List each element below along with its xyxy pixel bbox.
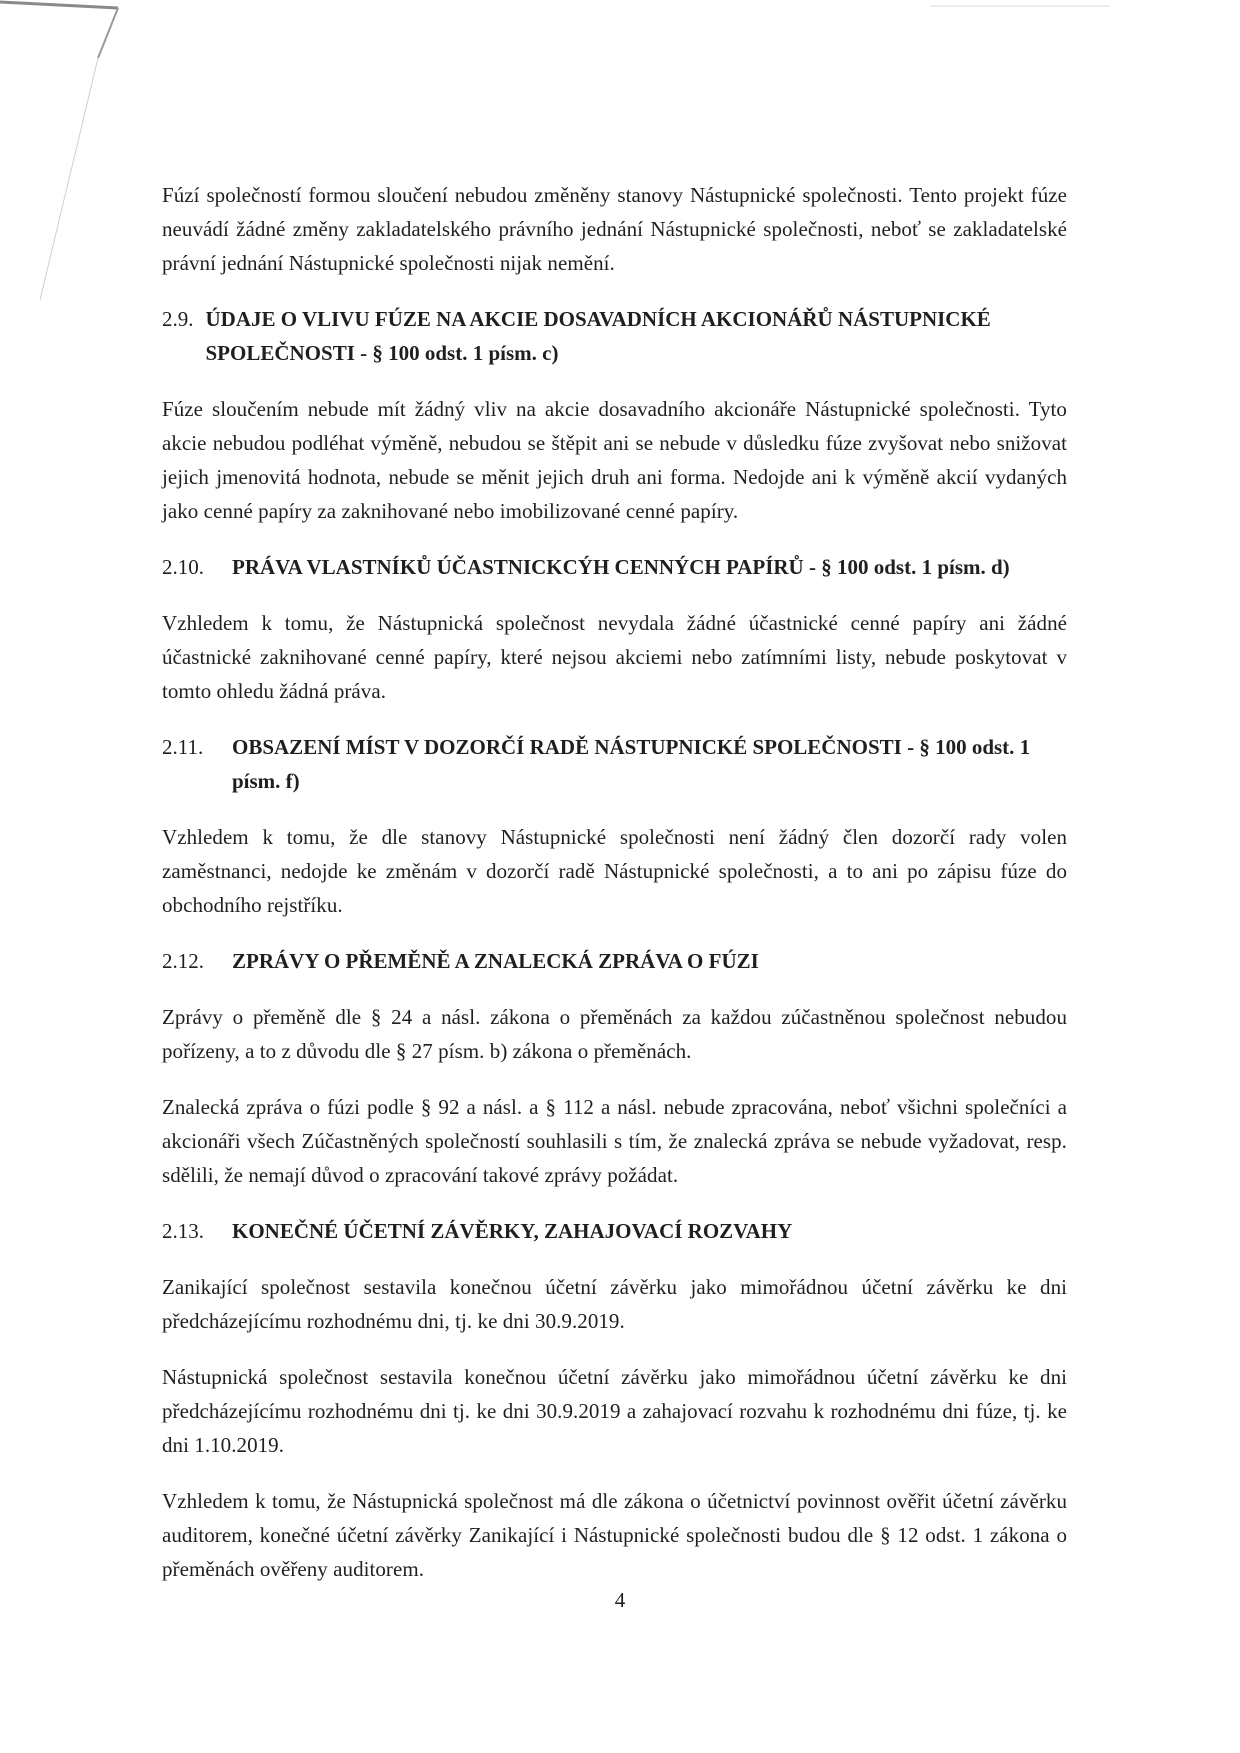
section-heading-2-11 (162, 730, 1067, 798)
paragraph-successor-company-statements: Nástupnická společnost sestavila konečnou účetní závěrku jako mimořádnou účetní závěrku ke dni předcházejícímu rozhodnému dni tj. ke dni 30.9.2019 a zahajovací rozvahu k rozhodnému dni fúze, tj. ke dni 1.10.2019. (162, 1365, 1067, 1457)
section-number: 2.9. (162, 307, 194, 331)
paragraph-supervisory-board: Vzhledem k tomu, že dle stanovy Nástupnické společnosti není žádný člen dozorčí rady volen zaměstnanci, nedojde ke změnám v dozorčí radě Nástupnické společnosti, a to ani po zápisu fúze do obchodního rejstříku. (162, 825, 1067, 917)
section-title: ÚDAJE O VLIVU FÚZE NA AKCIE DOSAVADNÍCH AKCIONÁŘŮ NÁSTUPNICKÉ SPOLEČNOSTI - § 100 odst. 1 písm. c) (205, 307, 991, 365)
section-title: PRÁVA VLASTNÍKŮ ÚČASTNICKCÝH CENNÝCH PAPÍRŮ - § 100 odst. 1 písm. d) (232, 555, 1010, 579)
paragraph-audit: Vzhledem k tomu, že Nástupnická společnost má dle zákona o účetnictví povinnost ověřit účetní závěrku auditorem, konečné účetní závěrky Zanikající i Nástupnické společnosti budou dle § 12 odst. 1 zákona o přeměnách ověřeny auditorem. (162, 1489, 1067, 1581)
paragraph-transformation-reports: Zprávy o přeměně dle § 24 a násl. zákona o přeměnách za každou zúčastněnou společnost nebudou pořízeny, a to z důvodu dle § 27 písm. b) zákona o přeměnách. (162, 1005, 1067, 1063)
paragraph-expert-report: Znalecká zpráva o fúzi podle § 92 a násl. a § 112 a násl. nebude zpracována, neboť všichni společníci a akcionáři všech Zúčastněných společností souhlasili s tím, že znalecká zpráva se nebude vyžadovat, resp. sdělili, že nemají důvod o zpracování takové zprávy požádat. (162, 1095, 1067, 1187)
section-number: 2.10. (162, 555, 204, 579)
document-page (162, 178, 1067, 1586)
section-title: OBSAZENÍ MÍST V DOZORČÍ RADĚ NÁSTUPNICKÉ SPOLEČNOSTI - § 100 odst. 1 písm. f) (232, 735, 1031, 793)
section-heading-2-10 (162, 550, 1067, 584)
paragraph-statutes: Fúzí společností formou sloučení nebudou změněny stanovy Nástupnické společnosti. Tento projekt fúze neuvádí žádné změny zakladatelského právního jednání Nástupnické společnosti, neboť se zakladatelské právní jednání Nástupnické společnosti nijak nemění. (162, 183, 1067, 275)
paragraph-dissolving-company-statements: Zanikající společnost sestavila konečnou účetní závěrku jako mimořádnou účetní závěrku ke dni předcházejícímu rozhodnému dni, tj. ke dni 30.9.2019. (162, 1275, 1067, 1333)
section-number: 2.13. (162, 1219, 204, 1243)
section-heading-2-9 (162, 302, 1067, 370)
page-number: 4 (614, 1588, 626, 1612)
paragraph-owner-rights: Vzhledem k tomu, že Nástupnická společnost nevydala žádné účastnické cenné papíry ani žádné účastnické zaknihované cenné papíry, které nejsou akciemi nebo zatímními listy, nebude poskytovat v tomto ohledu žádná práva. (162, 611, 1067, 703)
section-number: 2.12. (162, 949, 204, 973)
section-title: KONEČNÉ ÚČETNÍ ZÁVĚRKY, ZAHAJOVACÍ ROZVAHY (232, 1219, 793, 1243)
section-title: ZPRÁVY O PŘEMĚNĚ A ZNALECKÁ ZPRÁVA O FÚZI (232, 949, 759, 973)
section-heading-2-13 (162, 1214, 1067, 1248)
paragraph-shares-impact: Fúze sloučením nebude mít žádný vliv na akcie dosavadního akcionáře Nástupnické společnosti. Tyto akcie nebudou podléhat výměně, nebudou se štěpit ani se nebude v důsledku fúze zvyšovat nebo snižovat jejich jmenovitá hodnota, nebude se měnit jejich druh ani forma. Nedojde ani k výměně akcií vydaných jako cenné papíry za zaknihované nebo imobilizované cenné papíry. (162, 397, 1067, 523)
section-heading-2-12 (162, 944, 1067, 978)
section-number: 2.11. (162, 735, 204, 759)
